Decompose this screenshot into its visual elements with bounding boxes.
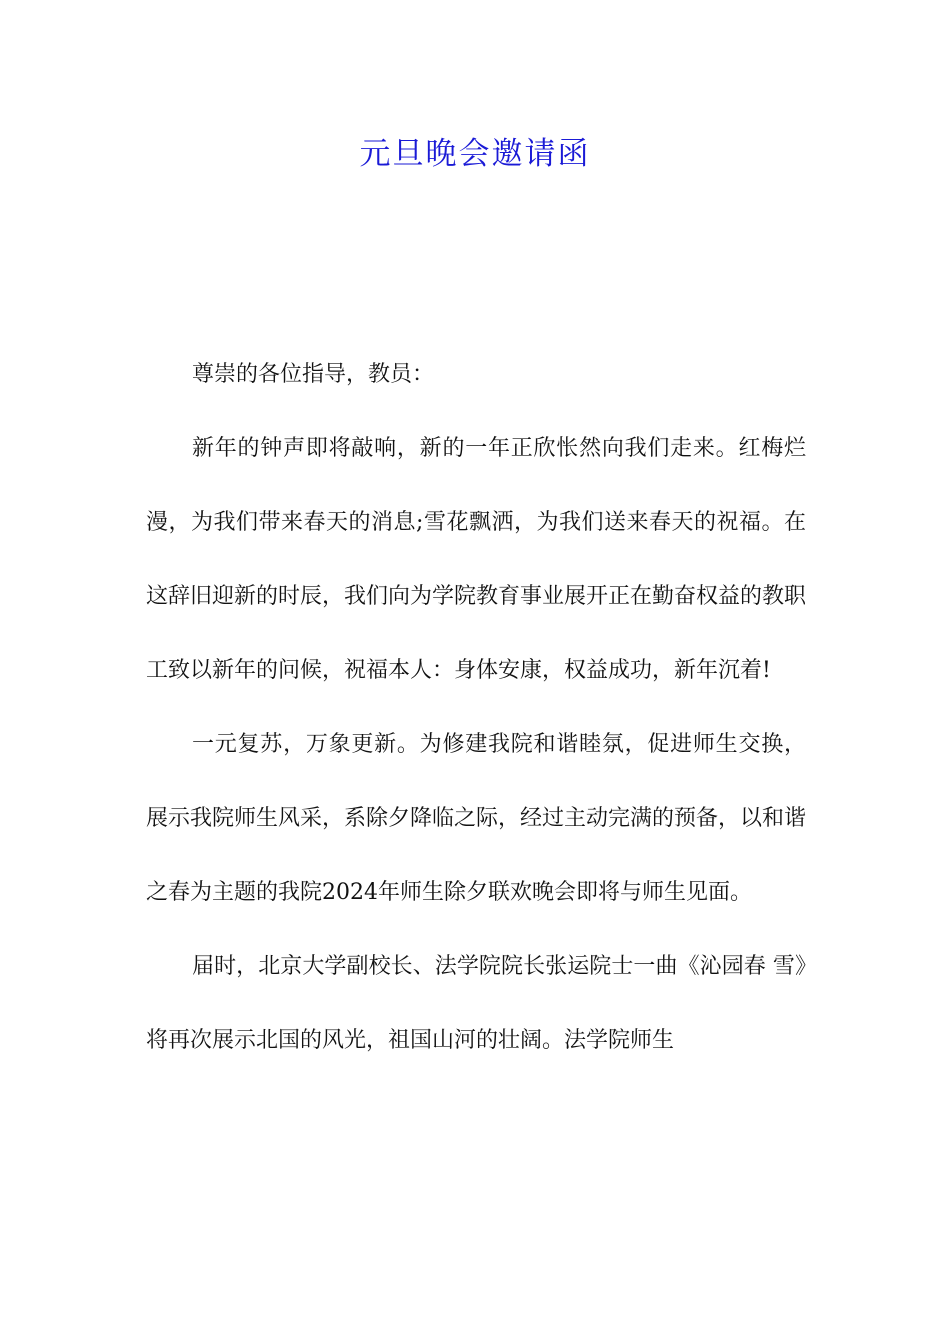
salutation: 尊崇的各位指导，教员： <box>192 362 435 387</box>
paragraph-3: 届时，北京大学副校长、法学院院长张运院士一曲《沁园春 雪》将再次展示北国的风光，祖国山河的壮阔。法学院师生 <box>146 954 806 1053</box>
paragraph-2: 一元复苏，万象更新。为修建我院和谐睦氛，促进师生交换，展示我院师生风采，系除夕降临之际，经过主动完满的预备，以和谐之春为主题的我院2024年师生除夕联欢晚会即将与师生见面。 <box>146 732 807 905</box>
document-title: 元旦晚会邀请函 <box>359 136 591 172</box>
document-body <box>146 338 806 1078</box>
paragraph-1: 新年的钟声即将敲响，新的一年正欣怅然向我们走来。红梅烂漫，为我们带来春天的消息;雪花飘洒，为我们送来春天的祝福。在这辞旧迎新的时辰，我们向为学院教育事业展开正在勤奋权益的教职工致以新年的问候，祝福本人：身体安康，权益成功，新年沉着! <box>146 436 807 683</box>
